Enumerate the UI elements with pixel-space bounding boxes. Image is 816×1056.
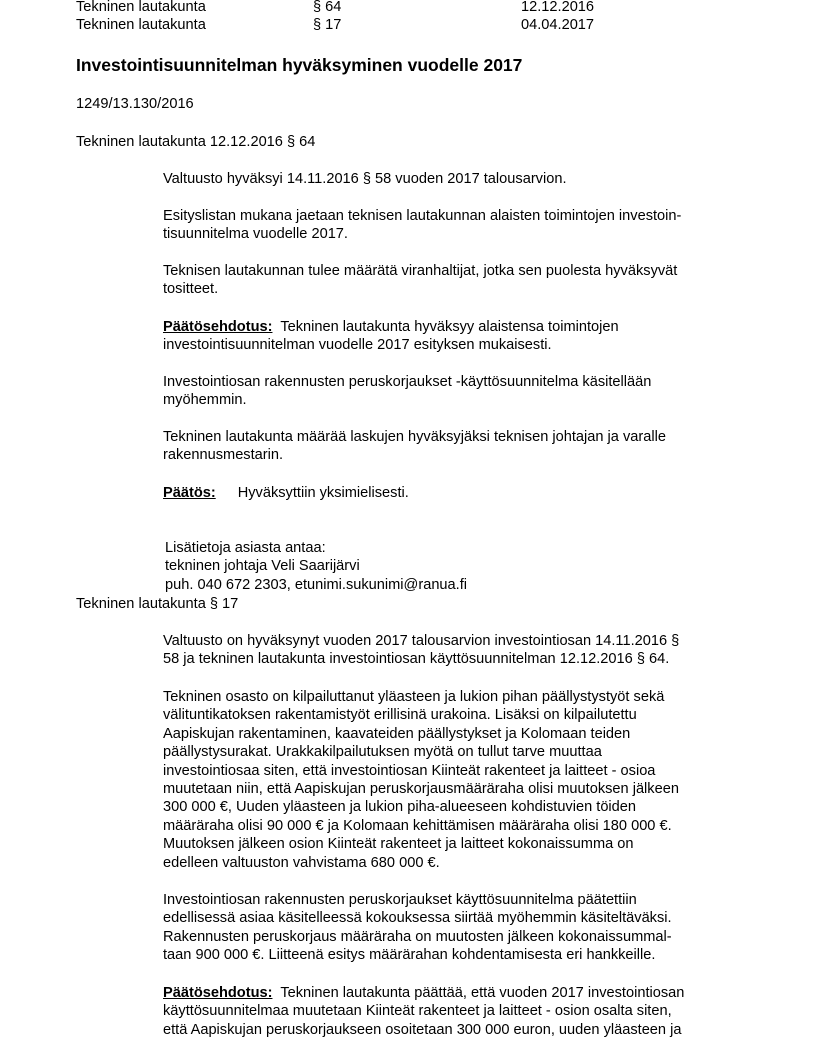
text-line: määräraha olisi 90 000 € ja Kolomaan kehittämisen määräraha olisi 180 000 €.: [163, 817, 672, 834]
history-body: Tekninen lautakunta: [76, 0, 206, 15]
page-title: Investointisuunnitelman hyväksyminen vuodelle 2017: [76, 55, 523, 75]
text-line: että Aapiskujan peruskorjaukseen osoitetaan 300 000 euron, uuden yläasteen ja: [163, 1021, 682, 1038]
meeting-heading: Tekninen lautakunta § 17: [76, 596, 239, 612]
decision-proposal: [163, 984, 684, 1039]
paragraph: [163, 632, 679, 669]
history-body: Tekninen lautakunta: [76, 17, 206, 33]
text-line: Tekninen lautakunta päättää, että vuoden 2017 investointiosan: [280, 985, 685, 1001]
text-line: Tekninen lautakunta määrää laskujen hyväksyjäksi teknisen johtajan ja varalle: [163, 429, 666, 445]
paragraph: [163, 373, 651, 410]
text-line: tekninen johtaja Veli Saarijärvi: [165, 558, 360, 575]
history-section: § 17: [313, 17, 342, 33]
text-line: edellisessä asiaa käsitelleessä kokouksessa siirtää myöhemmin käsiteltäväksi.: [163, 910, 672, 927]
meeting-heading: Tekninen lautakunta 12.12.2016 § 64: [76, 134, 316, 150]
text-line: taan 900 000 €. Liitteenä esitys määrärahan kohdentamisesta eri hankkeille.: [163, 947, 656, 964]
text-line: Investointiosan rakennusten peruskorjaukset -käyttösuunnitelma käsitellään: [163, 374, 652, 390]
text-line: käyttösuunnitelmaa muutetaan Kiinteät rakenteet ja laitteet - osion osalta siten,: [163, 1003, 672, 1020]
text-line: puh. 040 672 2303, etunimi.sukunimi@ranua.fi: [165, 576, 468, 593]
paragraph: [163, 170, 567, 188]
text-line: Lisätietoja asiasta antaa:: [165, 540, 326, 556]
text-line: Teknisen lautakunnan tulee määrätä viranhaltijat, jotka sen puolesta hyväksyvät: [163, 263, 678, 279]
decision-text: Hyväksyttiin yksimielisesti.: [237, 485, 409, 501]
text-line: tositteet.: [163, 281, 219, 298]
paragraph: [163, 891, 672, 965]
text-line: Valtuusto hyväksyi 14.11.2016 § 58 vuoden 2017 talousarvion.: [163, 171, 567, 187]
text-line: välituntikatoksen rakentamistyöt erillisinä urakoina. Lisäksi on kilpailutettu: [163, 707, 637, 724]
decision: [163, 484, 409, 502]
text-line: muutetaan niin, että Aapiskujan peruskorjausmääräraha olisi muutoksen jälkeen: [163, 781, 679, 798]
history-section: § 64: [313, 0, 342, 15]
text-line: Muutoksen jälkeen osion Kiinteät rakenteet ja laitteet kokonaissumma on: [163, 836, 634, 853]
proposal-label: Päätösehdotus:: [163, 319, 273, 335]
text-line: myöhemmin.: [163, 392, 247, 409]
history-date: 04.04.2017: [521, 17, 595, 33]
text-line: päällystysurakat. Urakkakilpailutuksen myötä on tullut tarve muuttaa: [163, 744, 602, 761]
paragraph: [163, 207, 681, 244]
text-line: investointisuunnitelman vuodelle 2017 esityksen mukaisesti.: [163, 337, 552, 354]
text-line: Valtuusto on hyväksynyt vuoden 2017 talousarvion investointiosan 14.11.2016 §: [163, 633, 680, 649]
proposal-label: Päätösehdotus:: [163, 985, 273, 1001]
decision-proposal: [163, 318, 619, 355]
text-line: Aapiskujan rakentaminen, kaavateiden päällystykset ja Kolomaan teiden: [163, 725, 631, 742]
text-line: Investointiosan rakennusten peruskorjaukset käyttösuunnitelma päätettiin: [163, 892, 637, 908]
history-date: 12.12.2016: [521, 0, 595, 15]
text-line: 300 000 €, Uuden yläasteen ja lukion piha-alueeseen kohdistuvien töiden: [163, 799, 637, 816]
text-line: rakennusmestarin.: [163, 447, 284, 464]
paragraph: [163, 688, 679, 872]
text-line: edelleen valtuuston vahvistama 680 000 €.: [163, 854, 440, 871]
text-line: tisuunnitelma vuodelle 2017.: [163, 226, 348, 243]
record-number: 1249/13.130/2016: [76, 96, 194, 112]
text-line: Tekninen lautakunta hyväksyy alaistensa toimintojen: [280, 319, 619, 335]
contact-info: [165, 539, 467, 594]
paragraph: [163, 262, 677, 299]
decision-label: Päätös:: [163, 485, 216, 501]
text-line: investointiosaa siten, että investointiosan Kiinteät rakenteet ja laitteet - osioa: [163, 762, 656, 779]
paragraph: [163, 428, 666, 465]
text-line: 58 ja tekninen lautakunta investointiosan käyttösuunnitelman 12.12.2016 § 64.: [163, 651, 670, 668]
text-line: Esityslistan mukana jaetaan teknisen lautakunnan alaisten toimintojen investoin-: [163, 208, 682, 224]
text-line: Tekninen osasto on kilpailuttanut yläasteen ja lukion pihan päällystystyöt sekä: [163, 689, 665, 705]
text-line: Rakennusten peruskorjaus määräraha on muutosten jälkeen kokonaissummal-: [163, 928, 672, 945]
